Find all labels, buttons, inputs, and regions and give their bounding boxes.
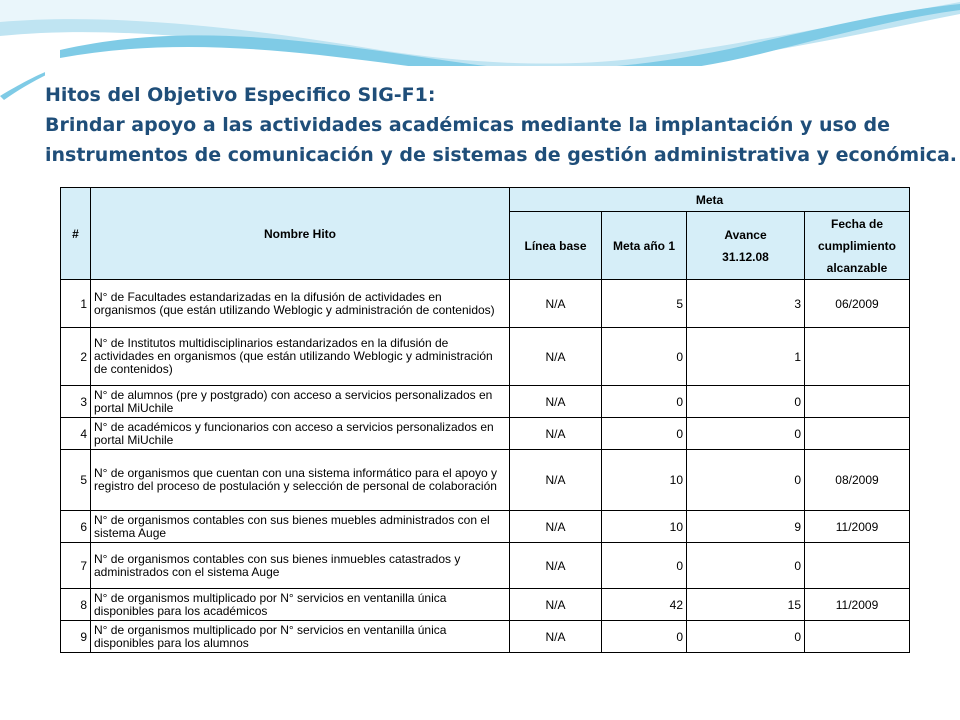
- row-fecha: 06/2009: [805, 280, 910, 328]
- row-num: 8: [61, 589, 91, 621]
- row-fecha: 11/2009: [805, 511, 910, 543]
- table-row: [61, 386, 910, 418]
- header-avance-date: 31.12.08: [722, 249, 769, 264]
- row-linea-base: N/A: [510, 621, 602, 653]
- row-fecha: [805, 621, 910, 653]
- title-line-1: Hitos del Objetivo Especifico SIG-F1:: [45, 84, 436, 106]
- title-line-3: instrumentos de comunicación y de sistemas de gestión administrativa y económica.: [45, 144, 958, 166]
- header-fecha-line-2: cumplimiento: [817, 238, 896, 253]
- row-fecha: 08/2009: [805, 450, 910, 511]
- slide-title: [45, 80, 958, 170]
- row-fecha: 11/2009: [805, 589, 910, 621]
- row-nombre-hito: N° de Institutos multidisciplinarios estandarizados en la difusión de actividades en organismos (que están utilizando Weblogic y administración de contenidos): [91, 328, 510, 386]
- row-avance: 0: [687, 450, 805, 511]
- row-num: 3: [61, 386, 91, 418]
- row-linea-base: N/A: [510, 328, 602, 386]
- row-nombre-hito: N° de organismos multiplicado por N° servicios en ventanilla única disponibles para los alumnos: [91, 621, 510, 653]
- header-meta-anio: Meta año 1: [602, 212, 687, 280]
- row-linea-base: N/A: [510, 511, 602, 543]
- row-num: 4: [61, 418, 91, 450]
- header-linea-base: Línea base: [510, 212, 602, 280]
- header-fecha-line-1: Fecha de: [830, 216, 884, 231]
- row-fecha: [805, 386, 910, 418]
- header-avance: [687, 212, 805, 280]
- row-fecha: [805, 543, 910, 589]
- row-avance: 0: [687, 543, 805, 589]
- row-nombre-hito: N° de organismos contables con sus bienes muebles administrados con el sistema Auge: [91, 511, 510, 543]
- header-fecha: [805, 212, 910, 280]
- row-avance: 0: [687, 418, 805, 450]
- row-avance: 1: [687, 328, 805, 386]
- row-linea-base: N/A: [510, 589, 602, 621]
- table-row: [61, 418, 910, 450]
- row-linea-base: N/A: [510, 418, 602, 450]
- row-avance: 9: [687, 511, 805, 543]
- row-avance: 3: [687, 280, 805, 328]
- table-row: [61, 328, 910, 386]
- row-nombre-hito: N° de Facultades estandarizadas en la difusión de actividades en organismos (que están utilizando Weblogic y administración de contenidos): [91, 280, 510, 328]
- header-fecha-line-3: alcanzable: [826, 260, 888, 275]
- row-fecha: [805, 328, 910, 386]
- row-linea-base: N/A: [510, 450, 602, 511]
- table-row: [61, 543, 910, 589]
- table-row: [61, 280, 910, 328]
- row-linea-base: N/A: [510, 386, 602, 418]
- row-num: 7: [61, 543, 91, 589]
- row-meta: 10: [602, 450, 687, 511]
- row-num: 6: [61, 511, 91, 543]
- header-meta: Meta: [510, 188, 910, 212]
- row-nombre-hito: N° de académicos y funcionarios con acceso a servicios personalizados en portal MiUchile: [91, 418, 510, 450]
- row-linea-base: N/A: [510, 280, 602, 328]
- row-linea-base: N/A: [510, 543, 602, 589]
- table-row: [61, 450, 910, 511]
- row-nombre-hito: N° de organismos contables con sus bienes inmuebles catastrados y administrados con el sistema Auge: [91, 543, 510, 589]
- row-num: 2: [61, 328, 91, 386]
- row-fecha: [805, 418, 910, 450]
- row-avance: 15: [687, 589, 805, 621]
- row-meta: 0: [602, 621, 687, 653]
- row-meta: 0: [602, 328, 687, 386]
- row-nombre-hito: N° de organismos que cuentan con una sistema informático para el apoyo y registro del proceso de postulación y selección de personal de colaboración: [91, 450, 510, 511]
- row-num: 9: [61, 621, 91, 653]
- row-avance: 0: [687, 386, 805, 418]
- row-meta: 5: [602, 280, 687, 328]
- row-meta: 0: [602, 418, 687, 450]
- row-meta: 0: [602, 543, 687, 589]
- row-meta: 42: [602, 589, 687, 621]
- title-line-2: Brindar apoyo a las actividades académicas mediante la implantación y uso de: [45, 114, 890, 136]
- row-meta: 0: [602, 386, 687, 418]
- header-num: #: [61, 188, 91, 280]
- table-row: [61, 621, 910, 653]
- row-num: 5: [61, 450, 91, 511]
- table-row: [61, 589, 910, 621]
- header-nombre-hito: Nombre Hito: [91, 188, 510, 280]
- row-meta: 10: [602, 511, 687, 543]
- row-num: 1: [61, 280, 91, 328]
- hitos-table: [60, 187, 910, 653]
- row-nombre-hito: N° de organismos multiplicado por N° servicios en ventanilla única disponibles para los académicos: [91, 589, 510, 621]
- row-avance: 0: [687, 621, 805, 653]
- row-nombre-hito: N° de alumnos (pre y postgrado) con acceso a servicios personalizados en portal MiUchile: [91, 386, 510, 418]
- header-avance-label: Avance: [724, 227, 767, 242]
- table-row: [61, 511, 910, 543]
